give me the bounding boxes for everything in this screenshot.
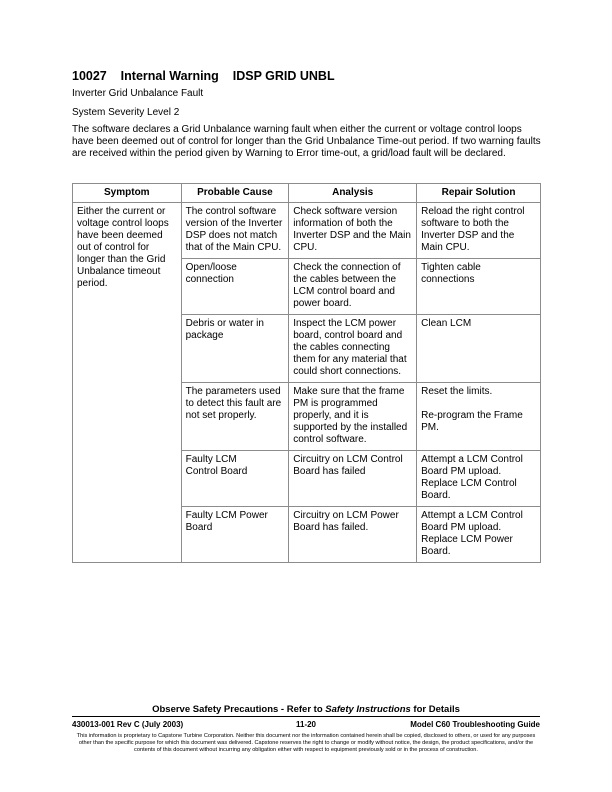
probable-cause-cell <box>181 383 289 451</box>
probable-cause-cell <box>181 203 289 259</box>
fault-type: Internal Warning <box>120 69 219 83</box>
safety-emphasis: Safety Instructions <box>325 704 411 715</box>
severity-level: System Severity Level 2 <box>72 107 180 118</box>
cell-line: Board has failed. <box>293 522 369 533</box>
cell-line: information of both the <box>293 218 393 229</box>
probable-cause-cell <box>181 451 289 507</box>
cell-line: Attempt a LCM Control <box>421 510 523 521</box>
cell-line: period. <box>77 278 108 289</box>
cell-line: Replace LCM Power <box>421 534 513 545</box>
column-header-repair-solution: Repair Solution <box>417 184 541 203</box>
cell-line: the cables between the <box>293 274 397 285</box>
probable-cause-cell <box>181 507 289 563</box>
cell-line: Faulty LCM <box>185 454 237 465</box>
cell-line: control software. <box>293 434 367 445</box>
cell-line: Reload the right control <box>421 206 525 217</box>
cell-line: Open/loose <box>185 262 237 273</box>
cell-line: voltage control loops <box>77 218 169 229</box>
cell-line: Board PM upload. <box>421 466 502 477</box>
cell-line: DSP does not match <box>185 230 278 241</box>
cell-line: the cables connecting <box>293 342 390 353</box>
footer-divider <box>72 716 540 717</box>
cell-line: longer than the Grid <box>77 254 166 265</box>
symptom-cell <box>73 203 182 563</box>
cell-line: Make sure that the frame <box>293 386 405 397</box>
cell-line: have been deemed <box>77 230 163 241</box>
cell-spacer <box>421 398 536 410</box>
cell-line: board, control board and <box>293 330 403 341</box>
cell-line: version of the Inverter <box>185 218 283 229</box>
safety-prefix: Observe Safety Precautions - Refer to <box>152 704 326 715</box>
cell-line: Re-program the Frame <box>421 410 523 421</box>
repair-solution-cell <box>417 383 541 451</box>
fault-description: The software declares a Grid Unbalance warning fault when either the current or voltage control loops have been deemed out of control for longer than the Grid Unbalance Time-out period. If two warning faults are received within the period given by Warning to Error time-out, a grid/load fault will be declared. <box>72 124 541 159</box>
fault-subtitle: Inverter Grid Unbalance Fault <box>72 88 204 99</box>
cell-line: Inspect the LCM power <box>293 318 397 329</box>
document-number: 430013-001 Rev C (July 2003) <box>72 720 184 729</box>
proprietary-disclaimer: This information is proprietary to Capstone Turbine Corporation. Neither this document nor the information contained herein shall be copied, disclosed to others, or used for any purposes other than the specific purpose for which this document was delivered. Capstone reserves the right to change or modify without notice, the design, the product specifications, and/or the contents of this document without incurring any obligation either with respect to equipment previously sold or in the process of construction. <box>76 733 536 753</box>
cell-line: Replace LCM Control <box>421 478 517 489</box>
cell-line: out of control for <box>77 242 150 253</box>
table-header-row <box>73 184 541 203</box>
cell-line: Check the connection of <box>293 262 401 273</box>
cell-line: Inverter DSP and the Main <box>293 230 411 241</box>
cell-line: power board. <box>293 298 352 309</box>
cell-line: CPU. <box>293 242 318 253</box>
cell-line: Clean LCM <box>421 318 472 329</box>
repair-solution-cell <box>417 451 541 507</box>
safety-notice <box>0 704 612 715</box>
cell-line: Board PM upload. <box>421 522 502 533</box>
cell-line: Debris or water in <box>185 318 264 329</box>
cell-line: connections <box>421 274 475 285</box>
repair-solution-cell <box>417 259 541 315</box>
analysis-cell <box>289 203 417 259</box>
cell-line: that of the Main CPU. <box>185 242 282 253</box>
page-number: 11-20 <box>295 720 317 729</box>
cell-line: LCM control board and <box>293 286 395 297</box>
cell-line: PM is programmed <box>293 398 378 409</box>
cell-line: supported by the installed <box>293 422 408 433</box>
fault-name: IDSP GRID UNBL <box>232 69 335 83</box>
cell-line: Either the current or <box>77 206 166 217</box>
analysis-cell <box>289 507 417 563</box>
cell-line: Check software version <box>293 206 398 217</box>
cell-line: Faulty LCM Power <box>185 510 268 521</box>
cell-line: Inverter DSP and the <box>421 230 515 241</box>
cell-line: Board has failed <box>293 466 366 477</box>
column-header-probable-cause: Probable Cause <box>181 184 289 203</box>
cell-line: Unbalance timeout <box>77 266 161 277</box>
analysis-cell <box>289 451 417 507</box>
cell-line: package <box>185 330 224 341</box>
document-title: Model C60 Troubleshooting Guide <box>410 720 540 729</box>
repair-solution-cell <box>417 203 541 259</box>
cell-line: The parameters used <box>185 386 281 397</box>
column-header-analysis: Analysis <box>289 184 417 203</box>
cell-line: software to both the <box>421 218 509 229</box>
repair-solution-cell <box>417 507 541 563</box>
cell-line: Attempt a LCM Control <box>421 454 523 465</box>
cell-line: Main CPU. <box>421 242 470 253</box>
analysis-cell <box>289 315 417 383</box>
cell-line: connection <box>185 274 234 285</box>
cell-line: Circuitry on LCM Power <box>293 510 399 521</box>
cell-line: The control software <box>185 206 277 217</box>
cell-line: could short connections. <box>293 366 402 377</box>
cell-line: Tighten cable <box>421 262 481 273</box>
cell-line: Reset the limits. <box>421 386 493 397</box>
cell-line: Board. <box>421 546 451 557</box>
repair-solution-cell <box>417 315 541 383</box>
cell-line: Board <box>185 522 213 533</box>
probable-cause-cell <box>181 259 289 315</box>
cell-line: properly, and it is <box>293 410 369 421</box>
analysis-cell <box>289 259 417 315</box>
troubleshooting-table <box>72 183 541 563</box>
table-row <box>73 203 541 259</box>
cell-line: Circuitry on LCM Control <box>293 454 403 465</box>
page-title <box>72 69 335 83</box>
table-body <box>73 203 541 563</box>
column-header-symptom: Symptom <box>73 184 182 203</box>
analysis-cell <box>289 383 417 451</box>
footer <box>72 720 540 731</box>
fault-code: 10027 <box>72 69 107 83</box>
cell-line: them for any material that <box>293 354 407 365</box>
probable-cause-cell <box>181 315 289 383</box>
cell-line: Board. <box>421 490 451 501</box>
safety-suffix: for Details <box>410 704 460 715</box>
cell-line: to detect this fault are <box>185 398 282 409</box>
cell-line: PM. <box>421 422 439 433</box>
cell-line: Control Board <box>185 466 248 477</box>
cell-line: not set properly. <box>185 410 257 421</box>
